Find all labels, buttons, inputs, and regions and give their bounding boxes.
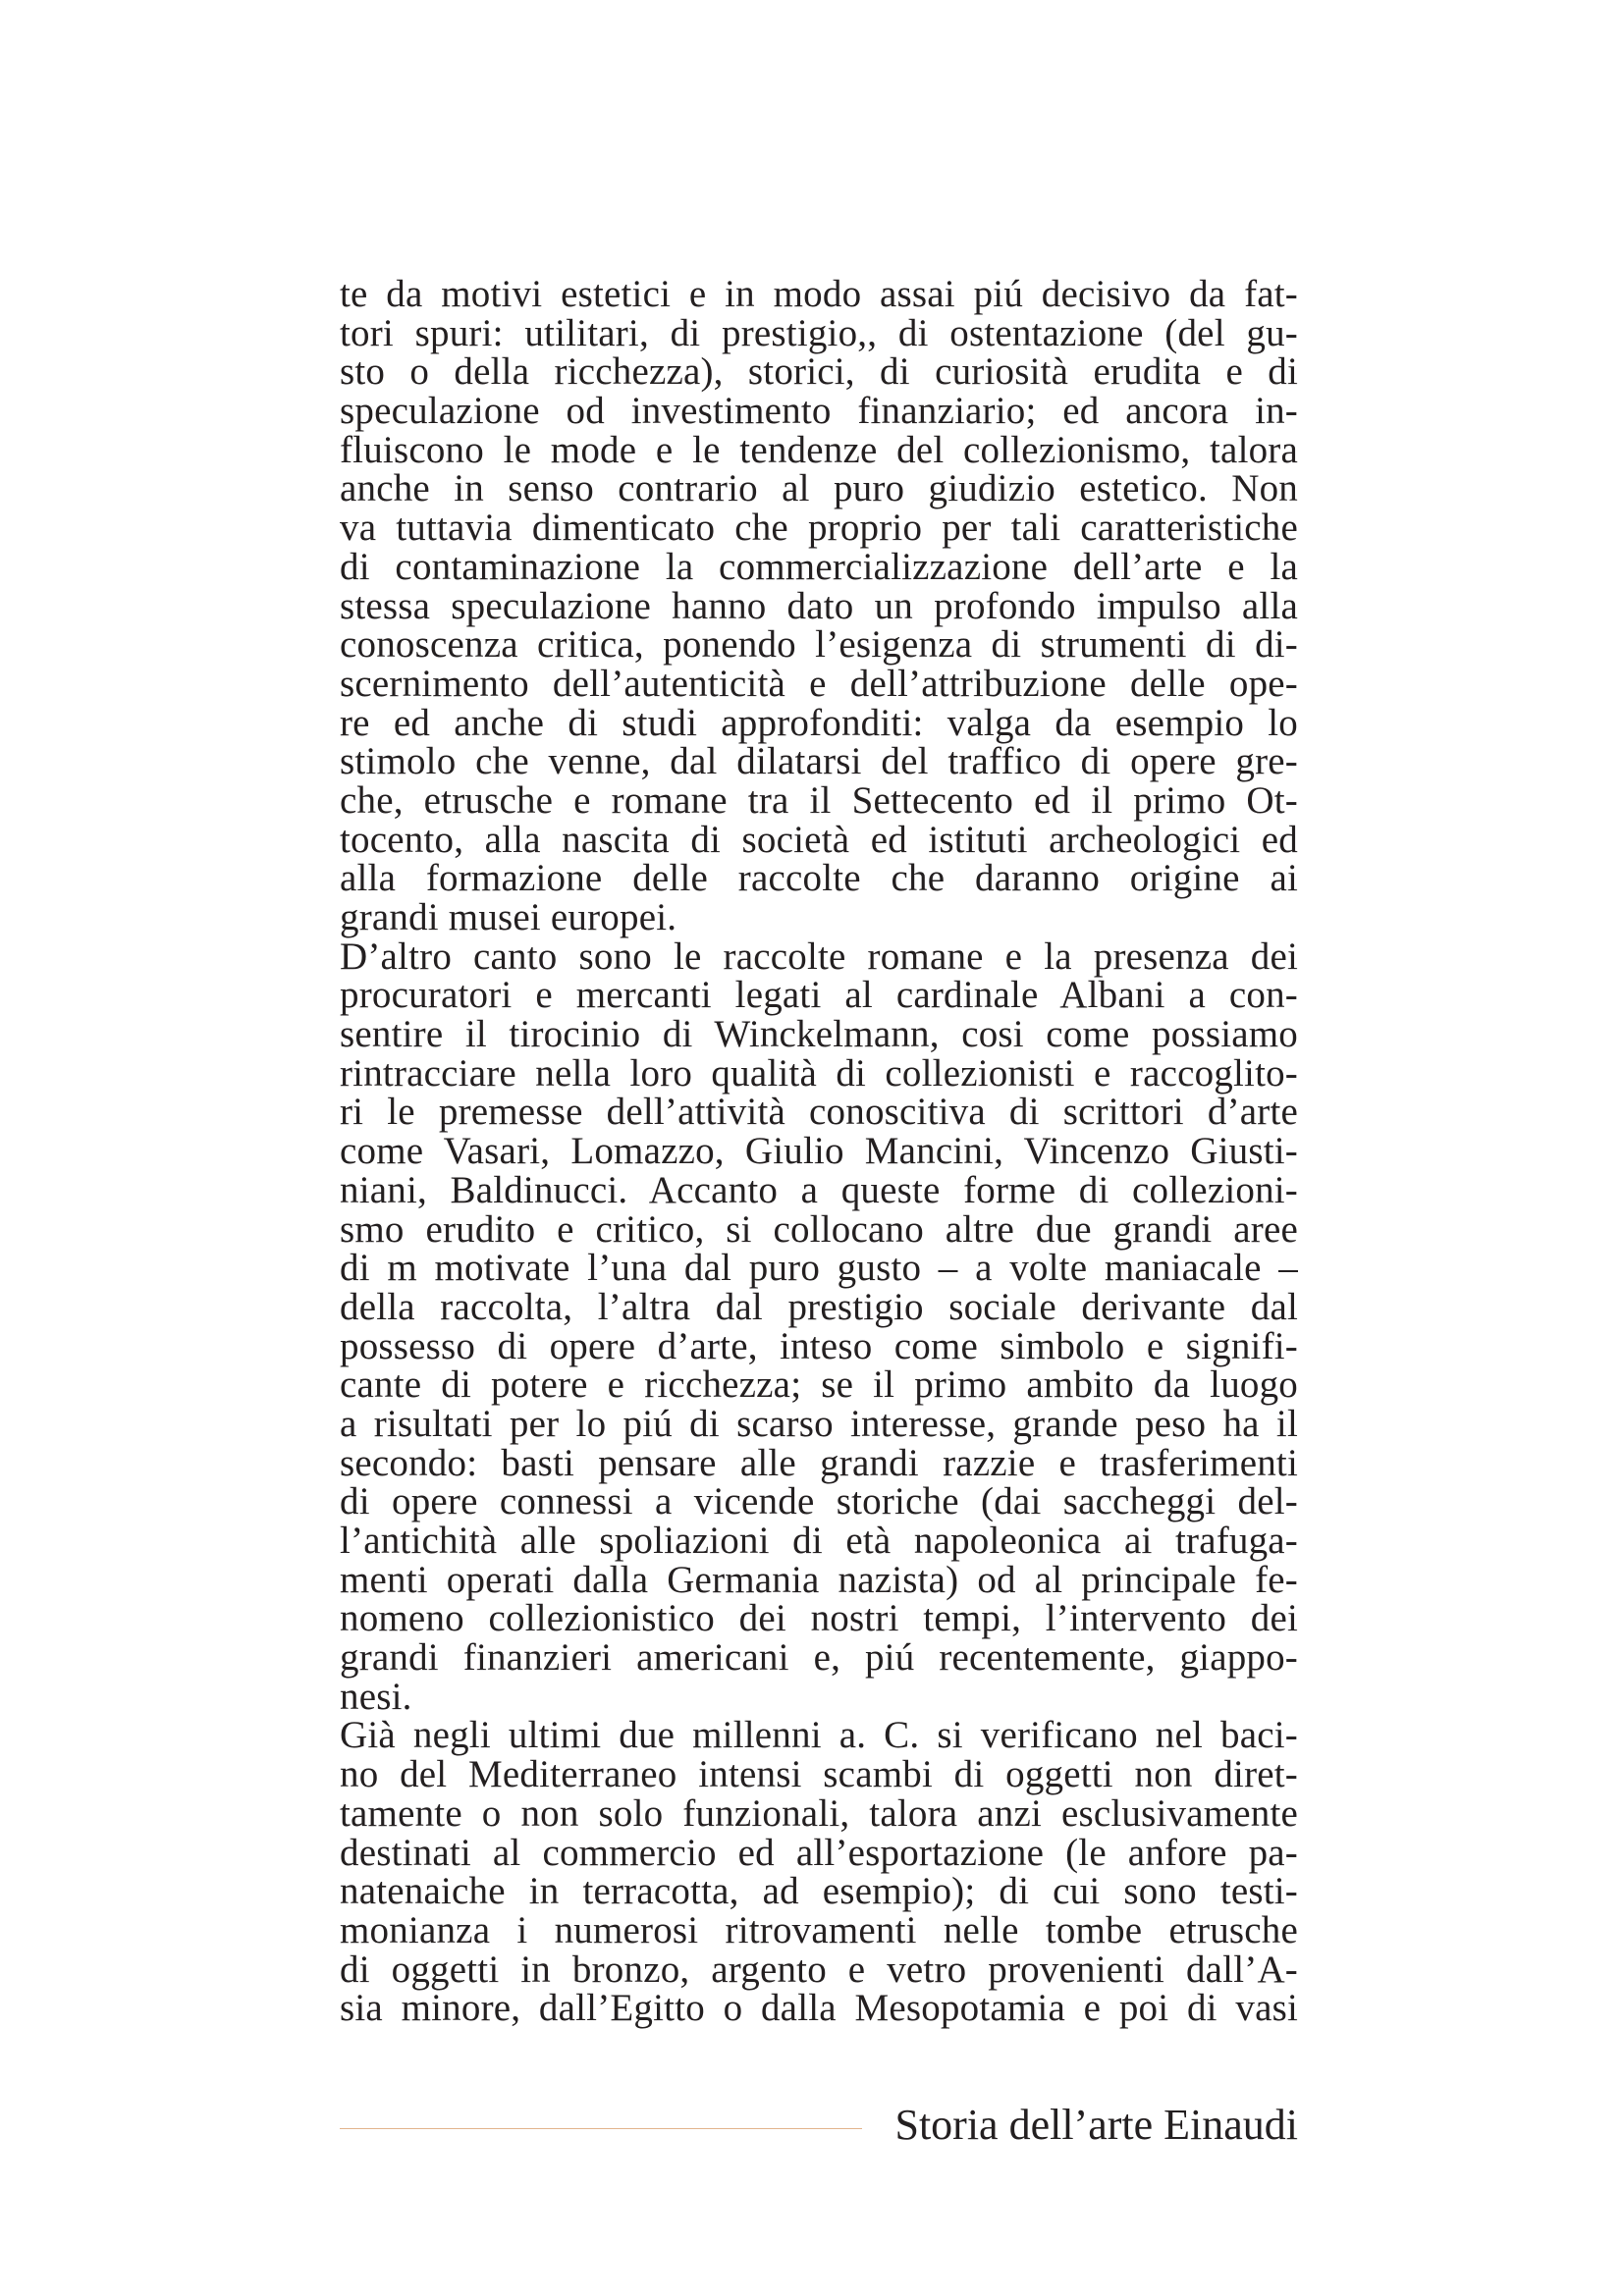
- text-line: procuratori e mercanti legati al cardinale Albani a con-: [340, 974, 1298, 1017]
- text-line: di m motivate l’una dal puro gusto – a volte maniacale –: [340, 1247, 1298, 1290]
- text-line: monianza i numerosi ritrovamenti nelle tombe etrusche: [340, 1908, 1298, 1951]
- text-line: alla formazione delle raccolte che daranno origine ai: [340, 857, 1298, 900]
- text-line: come Vasari, Lomazzo, Giulio Mancini, Vincenzo Giusti-: [340, 1130, 1298, 1173]
- text-line: sentire il tirocinio di Winckelmann, cosi come possiamo: [340, 1013, 1298, 1056]
- text-line: nesi.: [340, 1675, 412, 1718]
- text-line: speculazione od investimento finanziario; ed ancora in-: [340, 390, 1298, 433]
- page-footer: [340, 2096, 1298, 2155]
- text-line: ri le premesse dell’attività conoscitiva di scrittori d’arte: [340, 1091, 1298, 1134]
- text-line: tori spuri: utilitari, di prestigio,, di ostentazione (del gu-: [340, 311, 1298, 354]
- text-line: te da motivi estetici e in modo assai piú decisivo da fat-: [340, 273, 1298, 315]
- text-line: natenaiche in terracotta, ad esempio); di cui sono testi-: [340, 1870, 1298, 1913]
- text-line: di contaminazione la commercializzazione dell’arte e la: [340, 545, 1298, 588]
- text-line: secondo: basti pensare alle grandi razzie e trasferimenti: [340, 1441, 1298, 1484]
- text-line: di opere connessi a vicende storiche (dai saccheggi del-: [340, 1480, 1298, 1523]
- paragraph-3: [340, 1716, 1298, 2028]
- footer-title: Storia dell’arte Einaudi: [894, 2101, 1298, 2149]
- text-line: l’antichità alle spoliazioni di età napoleonica ai trafuga-: [340, 1520, 1298, 1562]
- text-line: grandi finanzieri americani e, piú recentemente, giappo-: [340, 1636, 1298, 1680]
- text-line: nomeno collezionistico dei nostri tempi, l’intervento dei: [340, 1597, 1298, 1640]
- text-line: stessa speculazione hanno dato un profondo impulso alla: [340, 584, 1298, 627]
- text-line: sto o della ricchezza), storici, di curiosità erudita e di: [340, 350, 1298, 394]
- text-line: che, etrusche e romane tra il Settecento ed il primo Ot-: [340, 778, 1298, 822]
- text-line: fluiscono le mode e le tendenze del collezionismo, talora: [340, 428, 1298, 471]
- paragraph-2: [340, 934, 1298, 1718]
- text-line: menti operati dalla Germania nazista) od al principale fe-: [340, 1558, 1298, 1601]
- text-line: stimolo che venne, dal dilatarsi del traffico di opere gre-: [340, 740, 1298, 783]
- text-line: smo erudito e critico, si collocano altre due grandi aree: [340, 1207, 1298, 1251]
- text-line: tocento, alla nascita di società ed istituti archeologici ed: [340, 818, 1298, 861]
- text-line: conoscenza critica, ponendo l’esigenza di strumenti di di-: [340, 623, 1298, 667]
- text-line: possesso di opere d’arte, inteso come simbolo e signifi-: [340, 1324, 1298, 1367]
- text-line: scernimento dell’autenticità e dell’attribuzione delle ope-: [340, 662, 1298, 705]
- text-line: rintracciare nella loro qualità di collezionisti e raccoglito-: [340, 1051, 1298, 1095]
- text-line: cante di potere e ricchezza; se il primo ambito da luogo: [340, 1363, 1298, 1407]
- text-line: grandi musei europei.: [340, 896, 677, 938]
- text-line: destinati al commercio ed all’esportazione (le anfore pa-: [340, 1831, 1298, 1874]
- text-line: va tuttavia dimenticato che proprio per tali caratteristiche: [340, 507, 1298, 550]
- text-line: di oggetti in bronzo, argento e vetro provenienti dall’A-: [340, 1948, 1298, 1991]
- text-line: sia minore, dall’Egitto o dalla Mesopotamia e poi di vasi: [340, 1987, 1298, 2030]
- body-text: [340, 275, 1298, 2028]
- text-line: Già negli ultimi due millenni a. C. si verificano nel baci-: [340, 1714, 1298, 1757]
- text-line: della raccolta, l’altra dal prestigio sociale derivante dal: [340, 1285, 1298, 1328]
- text-line: niani, Baldinucci. Accanto a queste forme di collezioni-: [340, 1168, 1298, 1211]
- text-line: anche in senso contrario al puro giudizio estetico. Non: [340, 467, 1298, 510]
- text-line: re ed anche di studi approfonditi: valga da esempio lo: [340, 701, 1298, 744]
- paragraph-1: [340, 275, 1298, 937]
- text-line: no del Mediterraneo intensi scambi di oggetti non diret-: [340, 1753, 1298, 1796]
- text-line: tamente o non solo funzionali, talora anzi esclusivamente: [340, 1791, 1298, 1835]
- text-line: D’altro canto sono le raccolte romane e la presenza dei: [340, 934, 1298, 978]
- text-line: a risultati per lo piú di scarso interesse, grande peso ha il: [340, 1402, 1298, 1445]
- footer-divider: [340, 2128, 862, 2129]
